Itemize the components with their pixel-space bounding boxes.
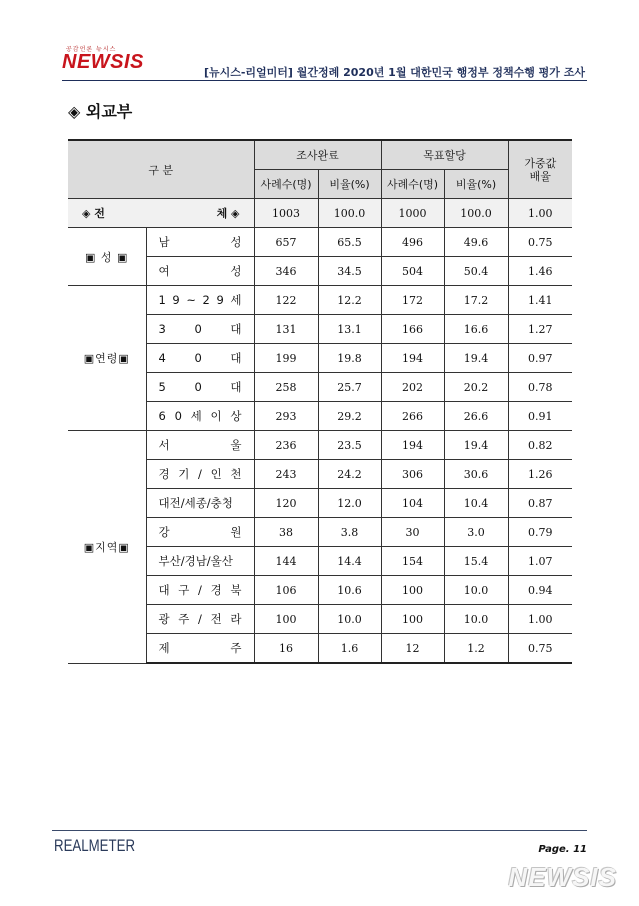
group-label: ▣지역▣ xyxy=(68,431,146,664)
section-title: ◈ 외교부 xyxy=(68,102,133,121)
row-label xyxy=(146,605,254,634)
cell-completed-ratio: 1.6 xyxy=(318,634,381,664)
cell-target-cases: 104 xyxy=(381,489,444,518)
cell-target-cases: 100 xyxy=(381,605,444,634)
cell-completed-ratio: 13.1 xyxy=(318,315,381,344)
header-category: 구 분 xyxy=(68,140,254,199)
header-weight-line: 가중값 xyxy=(524,156,557,170)
group-label: ▣연령▣ xyxy=(68,286,146,431)
cell-target-ratio: 19.4 xyxy=(444,431,508,460)
cell-completed-ratio: 25.7 xyxy=(318,373,381,402)
cell-target-ratio: 19.4 xyxy=(444,344,508,373)
group-label: ▣ 성 ▣ xyxy=(68,228,146,286)
cell-completed-ratio: 23.5 xyxy=(318,431,381,460)
cell-target-cases: 194 xyxy=(381,431,444,460)
total-target-cases: 1000 xyxy=(381,199,444,228)
header-completed: 조사완료 xyxy=(254,140,381,170)
total-label xyxy=(68,199,254,228)
cell-completed-ratio: 34.5 xyxy=(318,257,381,286)
row-label-text: 3 0 대 xyxy=(158,322,242,336)
row-label xyxy=(146,634,254,664)
header-weight xyxy=(508,140,572,199)
header-weight-line: 배율 xyxy=(529,169,551,183)
cell-weight: 0.79 xyxy=(508,518,572,547)
table-row xyxy=(68,431,572,460)
cell-completed-ratio: 10.0 xyxy=(318,605,381,634)
cell-target-ratio: 16.6 xyxy=(444,315,508,344)
cell-completed-cases: 346 xyxy=(254,257,318,286)
cell-weight: 1.26 xyxy=(508,460,572,489)
cell-target-ratio: 26.6 xyxy=(444,402,508,431)
cell-completed-cases: 293 xyxy=(254,402,318,431)
row-label xyxy=(146,373,254,402)
row-label xyxy=(146,460,254,489)
cell-weight: 0.91 xyxy=(508,402,572,431)
cell-completed-cases: 106 xyxy=(254,576,318,605)
total-completed-ratio: 100.0 xyxy=(318,199,381,228)
row-label xyxy=(146,286,254,315)
cell-weight: 1.41 xyxy=(508,286,572,315)
cell-completed-cases: 243 xyxy=(254,460,318,489)
newsis-watermark: NEWSIS xyxy=(508,862,617,892)
cell-target-ratio: 49.6 xyxy=(444,228,508,257)
cell-weight: 0.87 xyxy=(508,489,572,518)
cell-target-ratio: 10.0 xyxy=(444,605,508,634)
row-label-text: 대전/세종/충청 xyxy=(158,496,233,510)
cell-completed-cases: 120 xyxy=(254,489,318,518)
table-row xyxy=(68,228,572,257)
row-label xyxy=(146,344,254,373)
row-label-text: 4 0 대 xyxy=(158,351,242,365)
row-label-text: 광 주 / 전 라 xyxy=(158,612,242,626)
table-row xyxy=(68,286,572,315)
row-label xyxy=(146,431,254,460)
cell-weight: 0.94 xyxy=(508,576,572,605)
cell-weight: 0.97 xyxy=(508,344,572,373)
cell-completed-cases: 16 xyxy=(254,634,318,664)
cell-target-cases: 30 xyxy=(381,518,444,547)
row-label-text: 남 성 xyxy=(158,235,242,249)
cell-completed-cases: 38 xyxy=(254,518,318,547)
cell-target-cases: 100 xyxy=(381,576,444,605)
newsis-logo xyxy=(62,44,162,78)
cell-completed-ratio: 19.8 xyxy=(318,344,381,373)
row-label-text: 대 구 / 경 북 xyxy=(158,583,242,597)
cell-completed-cases: 122 xyxy=(254,286,318,315)
cell-weight: 0.78 xyxy=(508,373,572,402)
row-label xyxy=(146,315,254,344)
cell-target-cases: 12 xyxy=(381,634,444,664)
cell-completed-cases: 258 xyxy=(254,373,318,402)
cell-completed-ratio: 14.4 xyxy=(318,547,381,576)
cell-weight: 1.07 xyxy=(508,547,572,576)
cell-target-cases: 194 xyxy=(381,344,444,373)
row-label xyxy=(146,228,254,257)
logo-text: NEWSIS xyxy=(62,51,144,73)
header-completed-ratio: 비율(%) xyxy=(318,170,381,199)
cell-target-ratio: 10.0 xyxy=(444,576,508,605)
cell-weight: 0.75 xyxy=(508,634,572,664)
row-label-text: 6 0 세 이 상 xyxy=(158,409,242,423)
cell-target-ratio: 15.4 xyxy=(444,547,508,576)
cell-target-ratio: 20.2 xyxy=(444,373,508,402)
header-target: 목표할당 xyxy=(381,140,508,170)
cell-completed-ratio: 29.2 xyxy=(318,402,381,431)
row-label xyxy=(146,257,254,286)
cell-completed-cases: 131 xyxy=(254,315,318,344)
cell-target-ratio: 50.4 xyxy=(444,257,508,286)
total-label-left: ◈ 전 xyxy=(82,207,105,220)
row-label-text: 5 0 대 xyxy=(158,380,242,394)
survey-table xyxy=(68,139,572,664)
total-target-ratio: 100.0 xyxy=(444,199,508,228)
realmeter-logo: REALMETER xyxy=(54,836,136,855)
cell-target-cases: 172 xyxy=(381,286,444,315)
row-label xyxy=(146,402,254,431)
row-label-text: 여 성 xyxy=(158,264,242,278)
cell-completed-ratio: 10.6 xyxy=(318,576,381,605)
cell-target-cases: 266 xyxy=(381,402,444,431)
cell-completed-cases: 199 xyxy=(254,344,318,373)
cell-target-cases: 202 xyxy=(381,373,444,402)
row-label xyxy=(146,576,254,605)
cell-weight: 1.46 xyxy=(508,257,572,286)
row-label-text: 제 주 xyxy=(158,641,242,655)
report-title: [뉴시스-리얼미터] 월간정례 2020년 1월 대한민국 행정부 정책수행 평가 조사 xyxy=(203,66,585,79)
cell-target-ratio: 3.0 xyxy=(444,518,508,547)
row-label-text: 경 기 / 인 천 xyxy=(158,467,242,481)
page-number: Page. 11 xyxy=(538,844,587,855)
cell-completed-cases: 657 xyxy=(254,228,318,257)
cell-target-ratio: 10.4 xyxy=(444,489,508,518)
cell-target-cases: 306 xyxy=(381,460,444,489)
cell-completed-ratio: 65.5 xyxy=(318,228,381,257)
header-divider xyxy=(62,80,587,81)
row-label-text: 강 원 xyxy=(158,525,242,539)
cell-weight: 0.75 xyxy=(508,228,572,257)
total-label-right: 체 ◈ xyxy=(216,207,240,220)
cell-target-ratio: 1.2 xyxy=(444,634,508,664)
cell-completed-ratio: 12.0 xyxy=(318,489,381,518)
cell-target-ratio: 30.6 xyxy=(444,460,508,489)
cell-target-cases: 166 xyxy=(381,315,444,344)
row-label xyxy=(146,518,254,547)
cell-target-cases: 504 xyxy=(381,257,444,286)
cell-target-cases: 496 xyxy=(381,228,444,257)
cell-target-ratio: 17.2 xyxy=(444,286,508,315)
total-weight: 1.00 xyxy=(508,199,572,228)
cell-completed-cases: 100 xyxy=(254,605,318,634)
row-label-text: 1 9 ~ 2 9 세 xyxy=(158,293,242,307)
header-target-ratio: 비율(%) xyxy=(444,170,508,199)
footer-divider xyxy=(52,830,587,831)
cell-completed-cases: 236 xyxy=(254,431,318,460)
cell-weight: 0.82 xyxy=(508,431,572,460)
cell-target-cases: 154 xyxy=(381,547,444,576)
cell-completed-ratio: 12.2 xyxy=(318,286,381,315)
row-label xyxy=(146,547,254,576)
logo-tagline: 공감언론 뉴시스 xyxy=(66,46,117,53)
cell-weight: 1.00 xyxy=(508,605,572,634)
header-completed-cases: 사례수(명) xyxy=(254,170,318,199)
cell-completed-ratio: 24.2 xyxy=(318,460,381,489)
total-completed-cases: 1003 xyxy=(254,199,318,228)
row-label xyxy=(146,489,254,518)
row-label-text: 서 울 xyxy=(158,438,242,452)
cell-weight: 1.27 xyxy=(508,315,572,344)
cell-completed-ratio: 3.8 xyxy=(318,518,381,547)
header-target-cases: 사례수(명) xyxy=(381,170,444,199)
row-label-text: 부산/경남/울산 xyxy=(158,554,233,568)
cell-completed-cases: 144 xyxy=(254,547,318,576)
